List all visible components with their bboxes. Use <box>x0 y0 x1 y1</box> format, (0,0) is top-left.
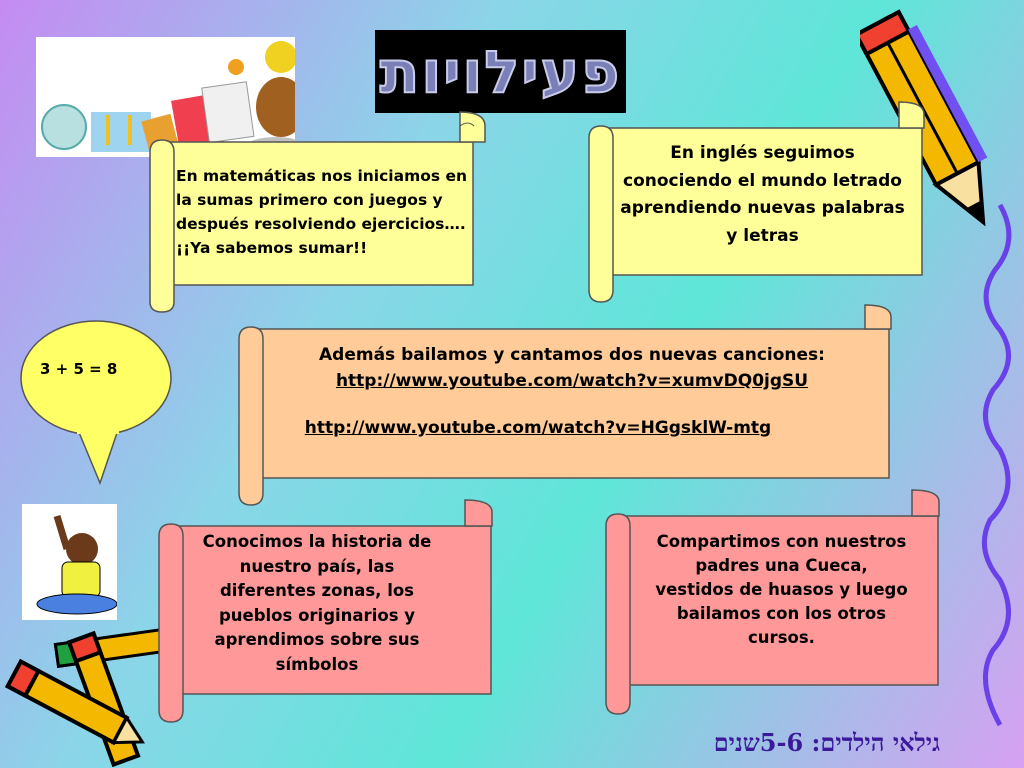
speech-bubble <box>18 318 178 488</box>
page-title-text: פעילויות <box>379 37 622 106</box>
child-illustration <box>22 504 117 620</box>
scroll-history <box>157 500 495 722</box>
songs-intro-text: Además bailamos y cantamos dos nuevas canciones: <box>319 345 825 365</box>
bubble-text: 3 + 5 = 8 <box>40 360 118 378</box>
scroll-math <box>148 112 488 312</box>
song-link-2[interactable]: http://www.youtube.com/watch?v=HGgsklW-mtg <box>304 418 772 438</box>
child-image <box>22 504 117 620</box>
scroll-history-text: Conocimos la historia de nuestro país, las diferentes zonas, los pueblos originarios y aprendimos sobre sus símbolos <box>202 532 432 674</box>
footer-age-label: גילאי הילדים: 5-6שנים <box>713 728 940 757</box>
scroll-songs <box>237 305 893 505</box>
scroll-frame <box>237 305 893 505</box>
scroll-english <box>587 100 927 302</box>
pencils-icon <box>0 615 180 768</box>
scroll-math-text: En matemáticas nos iniciamos en la sumas primero con juegos y después resolviendo ejercicios….¡¡Ya sabemos sumar!! <box>176 167 468 257</box>
scroll-cueca-text: Compartimos con nuestros padres una Cueca, vestidos de huasos y luego bailamos con los otros cursos. <box>655 532 908 647</box>
song-link-1[interactable]: http://www.youtube.com/watch?v=xumvDQ0jgSU <box>335 371 809 391</box>
scroll-cueca <box>604 490 942 714</box>
scroll-english-text: En inglés seguimos conociendo el mundo letrado aprendiendo nuevas palabras y letras <box>620 143 905 246</box>
wavy-line-decoration <box>975 200 1020 730</box>
